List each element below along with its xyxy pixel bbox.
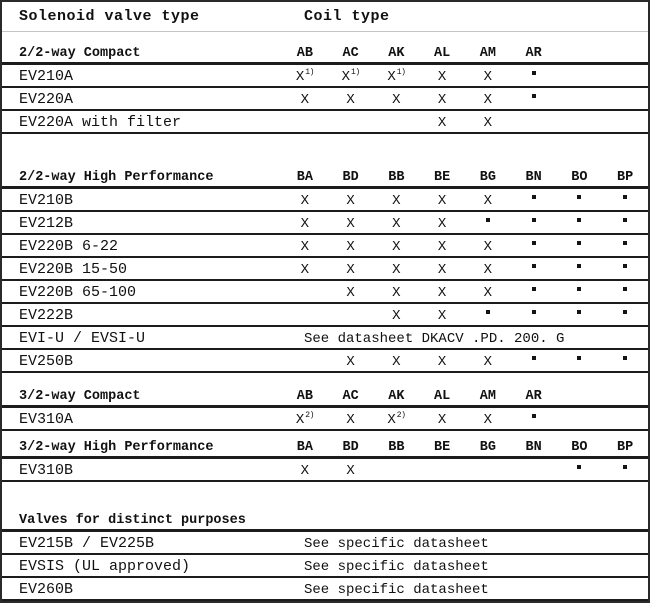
coil-column-label: AR (525, 389, 542, 404)
valve-name: EV210A (19, 68, 74, 85)
availability-cell-dot (602, 216, 648, 232)
section-title: 2/2-way High Performance (19, 170, 214, 185)
table-title-row (2, 2, 648, 32)
availability-cell-x: X (437, 92, 447, 108)
dot-marker (623, 218, 627, 222)
section-title: 3/2-way High Performance (19, 440, 214, 455)
availability-cell-x: X (483, 354, 493, 370)
coil-column-label: BG (479, 440, 496, 455)
valve-name: EV210B (19, 192, 74, 209)
valve-name: EV220B 15-50 (19, 261, 128, 278)
availability-cell-x: X (392, 354, 401, 370)
valve-row (2, 258, 648, 281)
availability-cell-x: X (392, 285, 401, 301)
dot-marker (623, 195, 627, 199)
valve-name: EV220B 6-22 (19, 238, 119, 255)
availability-cell-x: X (437, 69, 447, 85)
coil-column-label: AK (388, 46, 405, 61)
availability-cell-x: X (437, 354, 447, 370)
availability-cell-x: X (392, 193, 401, 209)
section-header-row (2, 41, 648, 65)
valve-row (2, 459, 648, 482)
availability-cell-dot (557, 193, 603, 209)
coil-column-label: BD (342, 440, 359, 455)
dot-marker (623, 356, 627, 360)
availability-cell-dot (602, 354, 648, 370)
dot-marker (577, 356, 581, 360)
availability-cell-dot (511, 69, 557, 85)
section-header-row (2, 435, 648, 459)
availability-cell-dot (511, 308, 557, 324)
dot-marker (532, 414, 536, 418)
valve-name: EV220B 65-100 (19, 284, 137, 301)
coil-column-label: BA (296, 170, 313, 185)
availability-cell-dot (511, 239, 557, 255)
coil-column-label: AK (388, 389, 405, 404)
coil-column-label: AM (479, 46, 496, 61)
coil-column-label: AL (434, 46, 451, 61)
dot-marker (532, 195, 536, 199)
section-title: 3/2-way Compact (19, 389, 141, 404)
availability-cell-dot (511, 262, 557, 278)
coil-column-label: BP (617, 440, 634, 455)
availability-cell-dot (602, 239, 648, 255)
availability-cell-x: X (437, 115, 447, 131)
valve-name: EV215B / EV225B (19, 535, 155, 552)
footnote-marker: 1) (305, 68, 314, 77)
valve-row (2, 235, 648, 258)
valve-row (2, 532, 648, 555)
valve-row (2, 111, 648, 134)
compatibility-table (2, 41, 648, 601)
valve-row (2, 281, 648, 304)
availability-cell-dot (557, 216, 603, 232)
dot-marker (532, 218, 536, 222)
dot-marker (532, 241, 536, 245)
section-title: Valves for distinct purposes (19, 513, 246, 528)
coil-column-label: BE (434, 170, 451, 185)
availability-cell-x: X (392, 262, 401, 278)
coil-column-label: BP (617, 170, 634, 185)
availability-cell-x: X (300, 239, 310, 255)
section-header-row (2, 384, 648, 408)
availability-cell-x: X$^{2)}$ (387, 411, 406, 428)
section-header-row (2, 508, 648, 532)
availability-cell-dot (465, 308, 511, 324)
availability-cell-x: X (392, 308, 401, 324)
dot-marker (577, 465, 581, 469)
availability-cell-x: X (483, 239, 493, 255)
availability-cell-x: X (483, 285, 493, 301)
availability-cell-x: X$^{1)}$ (387, 68, 406, 85)
availability-cell-x: X (300, 463, 310, 479)
availability-cell-x: X (437, 262, 447, 278)
valve-row (2, 189, 648, 212)
availability-cell-x: X (437, 216, 447, 232)
coil-column-label: AR (525, 46, 542, 61)
availability-cell-x: X (346, 216, 355, 232)
availability-cell-x: X (437, 308, 447, 324)
availability-cell-dot (557, 285, 603, 301)
coil-column-label: BA (296, 440, 313, 455)
footnote-marker: 2) (396, 411, 406, 420)
footnote-marker: 2) (305, 411, 314, 420)
availability-cell-x: X (392, 239, 401, 255)
dot-marker (577, 310, 581, 314)
availability-cell-dot (602, 463, 648, 479)
dot-marker (577, 264, 581, 268)
availability-cell-dot (511, 412, 557, 428)
availability-cell-dot (557, 308, 603, 324)
datasheet-note: See datasheet DKACV .PD. 200. G (304, 331, 565, 347)
availability-cell-x: X (437, 193, 447, 209)
valve-name: EV220A (19, 91, 74, 108)
dot-marker (623, 465, 627, 469)
coil-column-label: BE (434, 440, 451, 455)
availability-cell-x: X (346, 412, 355, 428)
valve-name: EVI-U / EVSI-U (19, 330, 146, 347)
availability-cell-x: X (346, 193, 355, 209)
coil-column-label: AL (434, 389, 451, 404)
availability-cell-x: X (346, 239, 355, 255)
coil-column-label: AC (342, 389, 359, 404)
coil-column-label: BD (342, 170, 359, 185)
availability-cell-dot (602, 193, 648, 209)
availability-cell-x: X (392, 92, 401, 108)
availability-cell-x: X (483, 412, 493, 428)
datasheet-note: See specific datasheet (304, 582, 489, 598)
valve-row (2, 327, 648, 350)
dot-marker (577, 218, 581, 222)
footnote-marker: 1) (396, 68, 406, 77)
valve-name: EV212B (19, 215, 74, 232)
valve-name: EV222B (19, 307, 74, 324)
availability-cell-dot (602, 308, 648, 324)
availability-cell-dot (465, 216, 511, 232)
dot-marker (532, 287, 536, 291)
availability-cell-dot (511, 285, 557, 301)
availability-cell-x: X$^{1)}$ (295, 68, 314, 85)
availability-cell-x: X (300, 193, 310, 209)
coil-column-label: BG (479, 170, 496, 185)
coil-column-label: BO (571, 170, 588, 185)
availability-cell-x: X (346, 354, 355, 370)
valve-row (2, 304, 648, 327)
availability-cell-x: X (346, 262, 355, 278)
dot-marker (623, 241, 627, 245)
availability-cell-x: X (437, 285, 447, 301)
coil-column-label: AB (296, 46, 313, 61)
dot-marker (532, 310, 536, 314)
availability-cell-dot (511, 216, 557, 232)
valve-row (2, 212, 648, 235)
availability-cell-x: X$^{1)}$ (341, 68, 360, 85)
dot-marker (623, 264, 627, 268)
footnote-marker: 1) (351, 68, 360, 77)
valve-row (2, 408, 648, 431)
availability-cell-dot (557, 239, 603, 255)
valve-row (2, 350, 648, 373)
availability-cell-dot (511, 354, 557, 370)
availability-cell-x: X (300, 92, 310, 108)
availability-cell-x: X (392, 216, 401, 232)
coil-column-label: BB (388, 440, 405, 455)
availability-cell-dot (557, 354, 603, 370)
valve-name: EV310A (19, 411, 74, 428)
valve-name: EV310B (19, 462, 74, 479)
dot-marker (532, 94, 536, 98)
dot-marker (532, 264, 536, 268)
dot-marker (486, 310, 490, 314)
availability-cell-dot (557, 463, 603, 479)
valve-name: EVSIS (UL approved) (19, 558, 191, 575)
datasheet-note: See specific datasheet (304, 536, 489, 552)
section-title: 2/2-way Compact (19, 46, 141, 61)
availability-cell-x: X (346, 463, 355, 479)
dot-marker (532, 356, 536, 360)
availability-cell-x: X (483, 115, 493, 131)
valve-row (2, 555, 648, 578)
coil-type-title: Coil type (304, 8, 390, 25)
datasheet-note: See specific datasheet (304, 559, 489, 575)
dot-marker (577, 241, 581, 245)
availability-cell-x: X (300, 216, 310, 232)
availability-cell-x: X (483, 262, 493, 278)
valve-name: EV250B (19, 353, 74, 370)
valve-name: EV260B (19, 581, 74, 598)
valve-row (2, 88, 648, 111)
dot-marker (623, 310, 627, 314)
availability-cell-x: X (346, 92, 355, 108)
dot-marker (577, 287, 581, 291)
valve-row (2, 65, 648, 88)
availability-cell-dot (511, 92, 557, 108)
availability-cell-dot (557, 262, 603, 278)
availability-cell-x: X (483, 193, 493, 209)
coil-column-label: AC (342, 46, 359, 61)
availability-cell-dot (602, 285, 648, 301)
availability-cell-x: X (346, 285, 355, 301)
coil-column-label: AB (296, 389, 313, 404)
coil-column-label: AM (479, 389, 496, 404)
dot-marker (623, 287, 627, 291)
coil-column-label: BN (525, 440, 542, 455)
coil-column-label: BN (525, 170, 542, 185)
availability-cell-x: X (300, 262, 310, 278)
availability-cell-x: X (483, 92, 493, 108)
dot-marker (486, 218, 490, 222)
availability-cell-x: X (437, 412, 447, 428)
availability-cell-x: X (483, 69, 493, 85)
availability-cell-dot (602, 262, 648, 278)
valve-name: EV220A with filter (19, 114, 182, 131)
valve-row (2, 578, 648, 601)
solenoid-valve-type-title: Solenoid valve type (19, 8, 200, 25)
coil-column-label: BB (388, 170, 405, 185)
dot-marker (577, 195, 581, 199)
availability-cell-x: X$^{2)}$ (295, 411, 314, 428)
availability-cell-x: X (437, 239, 447, 255)
section-header-row (2, 165, 648, 189)
availability-cell-dot (511, 193, 557, 209)
dot-marker (532, 71, 536, 75)
coil-column-label: BO (571, 440, 588, 455)
